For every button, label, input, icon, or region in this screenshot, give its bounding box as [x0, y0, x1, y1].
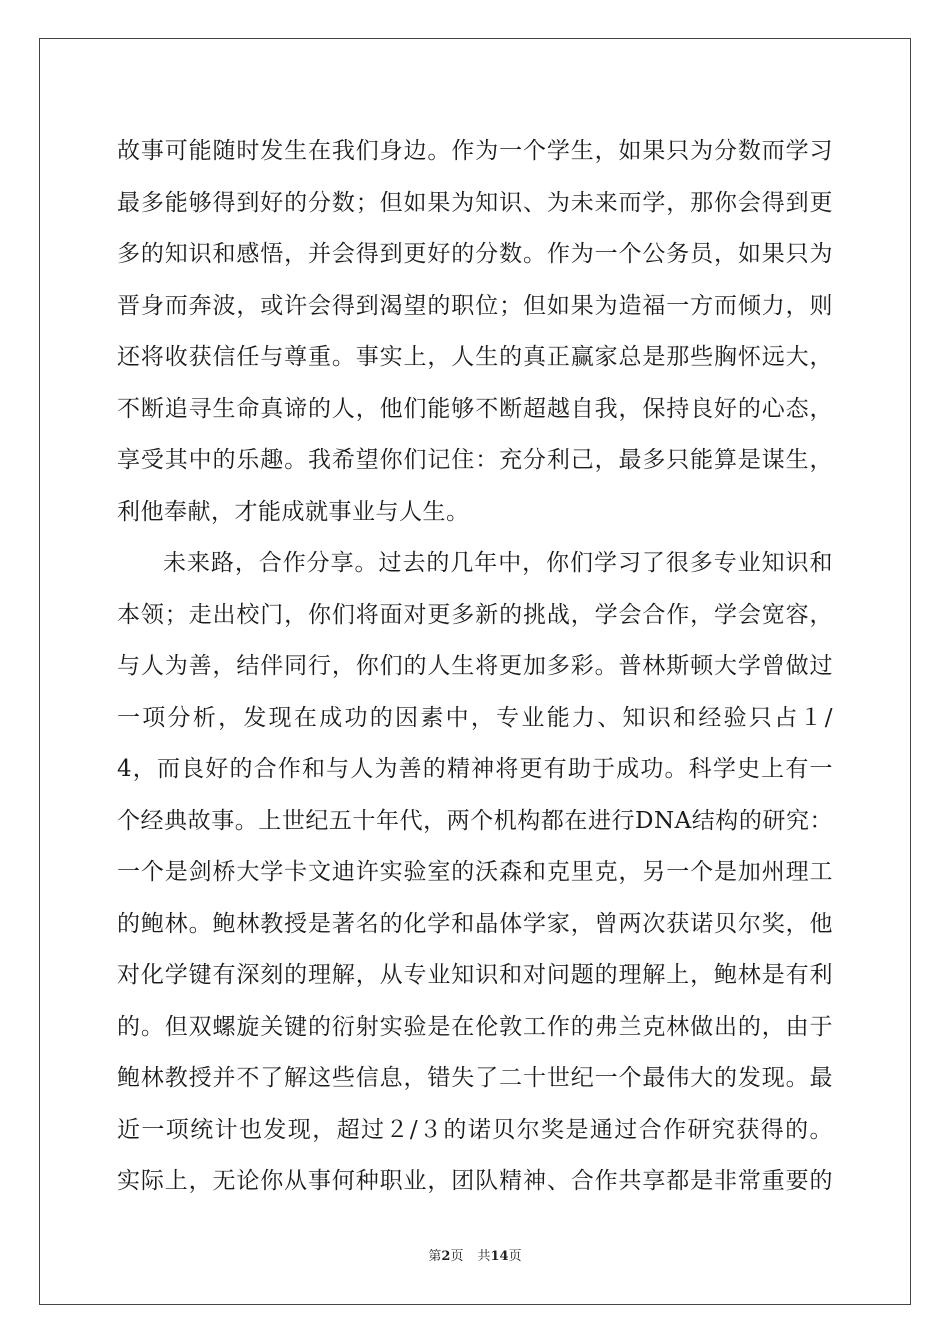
paragraph: [117, 538, 833, 1208]
text-line: 晋身而奔波，或许会得到渴望的职位；但如果为造福一方而倾力，则: [117, 292, 833, 319]
text-line: 的。但双螺旋关键的衍射实验是在伦敦工作的弗兰克林做出的，由于: [117, 1013, 833, 1040]
text-line: 享受其中的乐趣。我希望你们记住：充分利己，最多只能算是谋生，: [117, 447, 833, 473]
text-line: 实际上，无论你从事何种职业，团队精神、合作共享都是非常重要的: [117, 1168, 833, 1194]
text-line: 的鲍林。鲍林教授是著名的化学和晶体学家，曾两次获诺贝尔奖，他: [117, 910, 833, 937]
text-line: 对化学键有深刻的理解，从专业知识和对问题的理解上，鲍林是有利: [117, 962, 833, 988]
text-line: 利他奉献，才能成就事业与人生。: [117, 498, 470, 525]
text-line: 个经典故事。上世纪五十年代，两个机构都在进行DNA结构的研究：: [117, 807, 833, 834]
text-line: 近一项统计也发现，超过２/３的诺贝尔奖是通过合作研究获得的。: [117, 1116, 833, 1143]
text-line: 不断追寻生命真谛的人，他们能够不断超越自我，保持良好的心态，: [117, 395, 833, 422]
page-number-label: 第2页: [428, 1249, 464, 1264]
page-footer: [0, 1245, 950, 1264]
text-line: 一项分析，发现在成功的因素中，专业能力、知识和经验只占１/: [117, 704, 833, 731]
text-line: 故事可能随时发生在我们身边。作为一个学生，如果只为分数而学习: [117, 138, 833, 164]
text-line: 4，而良好的合作和与人为善的精神将更有助于成功。科学史上有一: [117, 756, 833, 782]
text-line: 多的知识和感悟，并会得到更好的分数。作为一个公务员，如果只为: [117, 241, 833, 267]
paragraph: [117, 126, 833, 538]
text-line: 本领；走出校门，你们将面对更多新的挑战，学会合作，学会宽容，: [117, 601, 833, 628]
text-line: 与人为善，结伴同行，你们的人生将更加多彩。普林斯顿大学曾做过: [117, 653, 833, 679]
text-line: 最多能够得到好的分数；但如果为知识、为未来而学，那你会得到更: [117, 189, 833, 216]
text-line: 还将收获信任与尊重。事实上，人生的真正赢家总是那些胸怀远大，: [117, 344, 833, 370]
text-line: 未来路，合作分享。过去的几年中，你们学习了很多专业知识和: [163, 550, 833, 576]
document-body: [117, 126, 833, 1208]
total-pages-label: 共14页: [477, 1249, 522, 1264]
text-line: 一个是剑桥大学卡文迪许实验室的沃森和克里克，另一个是加州理工: [117, 859, 833, 885]
text-line: 鲍林教授并不了解这些信息，错失了二十世纪一个最伟大的发现。最: [117, 1065, 833, 1091]
